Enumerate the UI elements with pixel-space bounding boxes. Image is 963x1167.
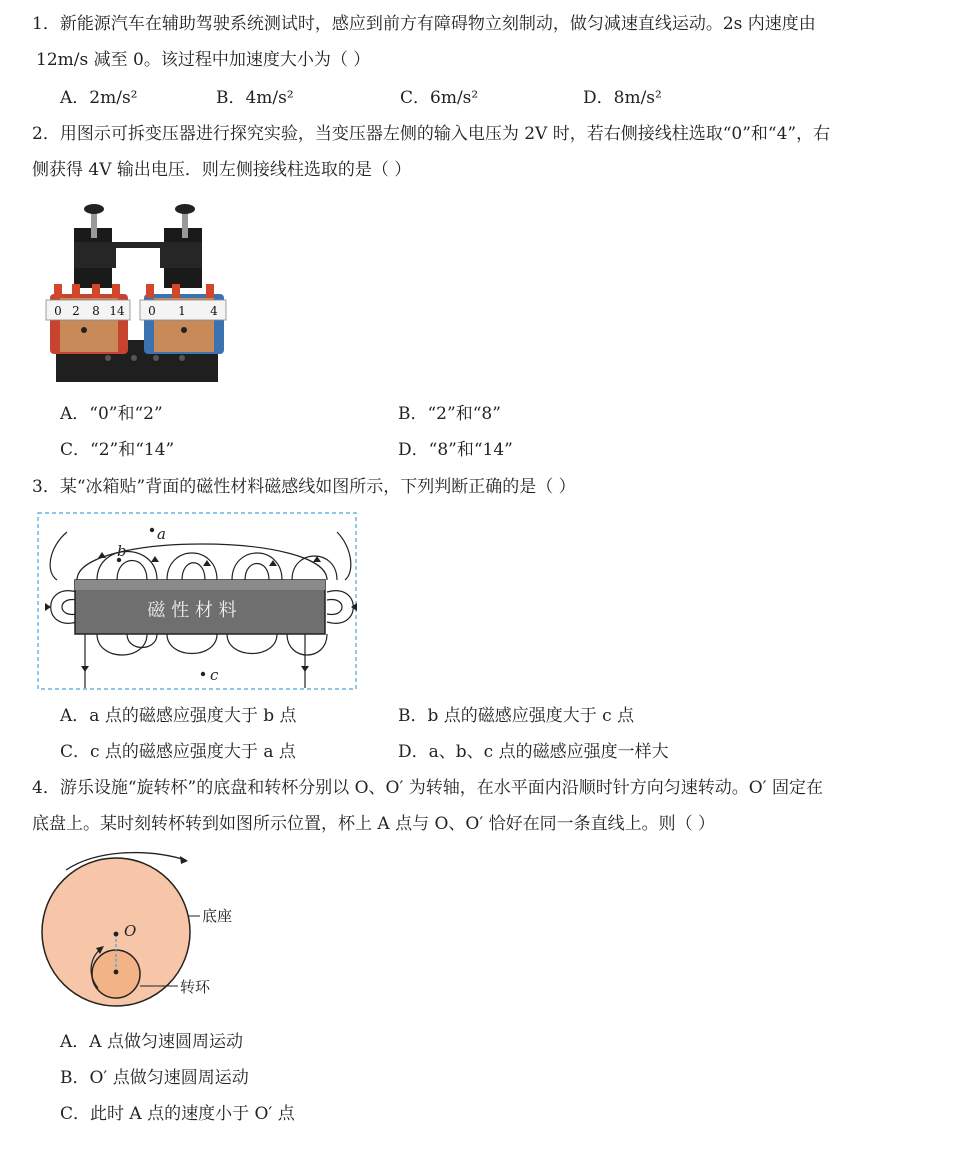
q4-line1: 4．游乐设施“旋转杯”的底盘和转杯分别以 O、O′ 为转轴，在水平面内沿顺时针方向匀速转动。O′ 固定在 [32, 778, 823, 798]
label-base: 底座 [202, 907, 233, 925]
knob-right [175, 204, 195, 214]
point-b-label: b [117, 542, 127, 560]
point-c-dot [201, 672, 205, 676]
q3-option-d: D．a、b、c 点的磁感应强度一样大 [398, 742, 669, 762]
point-O-prime [114, 970, 119, 975]
q1-option-c: C．6m/s² [400, 88, 479, 108]
q3-option-b: B．b 点的磁感应强度大于 c 点 [398, 706, 635, 726]
label-cup: 转环 [180, 978, 211, 996]
q2-option-b: B．“2”和“8” [398, 404, 501, 424]
transformer-figure [44, 198, 234, 384]
q3-option-a: A．a 点的磁感应强度大于 b 点 [60, 706, 297, 726]
q2-option-a: A．“0”和“2” [60, 404, 163, 424]
q4-option-a: A．A 点做匀速圆周运动 [60, 1032, 243, 1052]
q3-line1: 3．某“冰箱贴”背面的磁性材料磁感线如图所示，下列判断正确的是（ ） [32, 477, 576, 497]
magnet-label: 磁 性 材 料 [147, 600, 237, 621]
q1-option-d: D．8m/s² [583, 88, 662, 108]
point-a-label: a [157, 525, 166, 543]
terminal-label-right-1: 1 [178, 304, 186, 318]
label-O: O [124, 922, 137, 940]
q2-line1: 2．用图示可拆变压器进行探究实验，当变压器左侧的输入电压为 2V 时，若右侧接线柱选取“0”和“4”，右 [32, 124, 831, 144]
terminal-label-left-2: 8 [92, 304, 100, 318]
terminal-label-right-2: 4 [210, 304, 218, 318]
point-O [114, 932, 119, 937]
terminal-label-left-0: 0 [54, 304, 62, 318]
point-a-dot [150, 528, 154, 532]
point-c-label: c [210, 666, 219, 684]
q2-option-d: D．“8”和“14” [398, 440, 513, 460]
q1-option-a: A．2m/s² [60, 88, 138, 108]
q1-line1: 1．新能源汽车在辅助驾驶系统测试时，感应到前方有障碍物立刻制动，做匀减速直线运动。2s 内速度由 [32, 14, 816, 34]
terminal-label-left-1: 2 [72, 304, 80, 318]
q1-option-b: B．4m/s² [216, 88, 294, 108]
rotating-cup-figure [36, 848, 256, 1018]
q4-line2: 底盘上。某时刻转杯转到如图所示位置，杯上 A 点与 O、O′ 恰好在同一条直线上。则（ ） [32, 814, 716, 834]
q3-option-c: C．c 点的磁感应强度大于 a 点 [60, 742, 296, 762]
magnetic-field-figure [37, 512, 357, 690]
terminal-label-left-3: 14 [109, 304, 125, 318]
q2-option-c: C．“2”和“14” [60, 440, 175, 460]
q1-line2: 12m/s 减至 0。该过程中加速度大小为（ ） [36, 50, 371, 70]
q4-option-c: C．此时 A 点的速度小于 O′ 点 [60, 1104, 295, 1124]
terminal-label-right-0: 0 [148, 304, 156, 318]
q4-option-b: B．O′ 点做匀速圆周运动 [60, 1068, 249, 1088]
q2-line2: 侧获得 4V 输出电压．则左侧接线柱选取的是（ ） [32, 160, 412, 180]
knob-left [84, 204, 104, 214]
